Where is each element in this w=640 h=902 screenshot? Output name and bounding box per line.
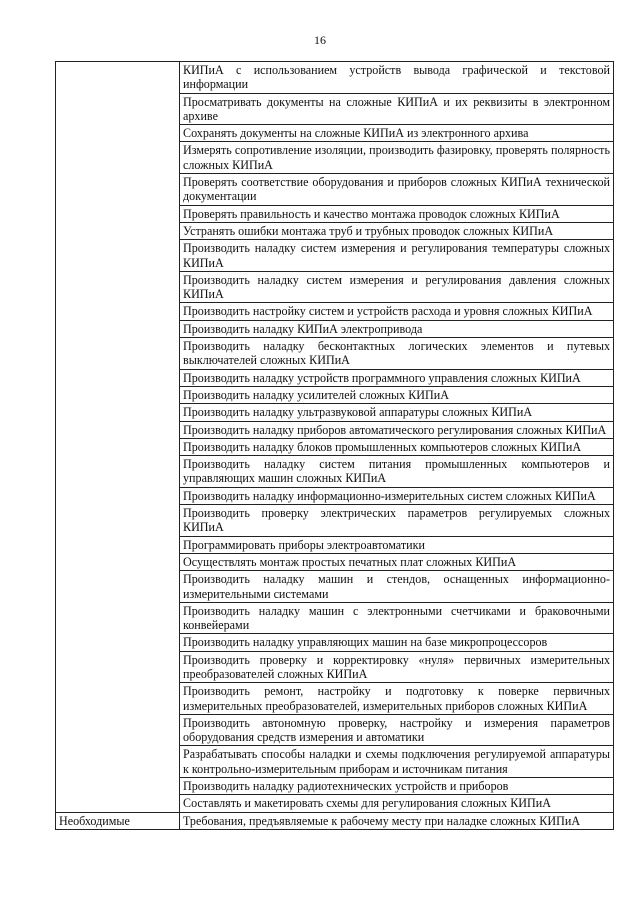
skill-cell: Измерять сопротивление изоляции, производить фазировку, проверять полярность сложных КИПиА (180, 142, 614, 174)
skill-cell: Производить наладку машин с электронными счетчиками и браковочными конвейерами (180, 602, 614, 634)
skill-cell: Производить наладку усилителей сложных КИПиА (180, 386, 614, 403)
skill-cell: Устранять ошибки монтажа труб и трубных проводок сложных КИПиА (180, 222, 614, 239)
skill-cell: Сохранять документы на сложные КИПиА из электронного архива (180, 125, 614, 142)
skill-cell: Требования, предъявляемые к рабочему месту при наладке сложных КИПиА (180, 812, 614, 829)
skill-cell: Проверять правильность и качество монтажа проводок сложных КИПиА (180, 205, 614, 222)
skill-cell: Производить проверку электрических параметров регулируемых сложных КИПиА (180, 505, 614, 537)
skill-cell: Производить проверку и корректировку «нуля» первичных измерительных преобразователей сложных КИПиА (180, 651, 614, 683)
skill-cell: Производить наладку бесконтактных логических элементов и путевых выключателей сложных КИПиА (180, 338, 614, 370)
left-cell (56, 62, 180, 813)
skill-cell: Производить наладку ультразвуковой аппаратуры сложных КИПиА (180, 404, 614, 421)
skill-cell: Просматривать документы на сложные КИПиА и их реквизиты в электронном архиве (180, 93, 614, 125)
table-row (56, 812, 614, 829)
left-cell: Необходимые (56, 812, 180, 829)
skill-cell: Производить настройку систем и устройств расхода и уровня сложных КИПиА (180, 303, 614, 320)
skill-cell: Производить наладку систем измерения и регулирования температуры сложных КИПиА (180, 240, 614, 272)
skill-cell: Производить наладку КИПиА электропривода (180, 320, 614, 337)
table-body (56, 62, 614, 830)
skill-cell: Производить наладку машин и стендов, оснащенных информационно-измерительными системами (180, 571, 614, 603)
skills-table (55, 61, 614, 830)
skill-cell: Составлять и макетировать схемы для регулирования сложных КИПиА (180, 795, 614, 812)
page-number: 16 (314, 33, 326, 47)
table-row (56, 62, 614, 94)
skill-cell: Производить наладку устройств программного управления сложных КИПиА (180, 369, 614, 386)
skill-cell: Производить ремонт, настройку и подготовку к поверке первичных измерительных преобразователей, измерительных приборов сложных КИПиА (180, 683, 614, 715)
skill-cell: Проверять соответствие оборудования и приборов сложных КИПиА технической документации (180, 174, 614, 206)
skill-cell: КИПиА с использованием устройств вывода графической и текстовой информации (180, 62, 614, 94)
skill-cell: Разрабатывать способы наладки и схемы подключения регулируемой аппаратуры к контрольно-измерительным приборам и источникам питания (180, 746, 614, 778)
skill-cell: Производить наладку управляющих машин на базе микропроцессоров (180, 634, 614, 651)
skill-cell: Производить автономную проверку, настройку и измерения параметров оборудования средств измерения и автоматики (180, 714, 614, 746)
skill-cell: Производить наладку блоков промышленных компьютеров сложных КИПиА (180, 438, 614, 455)
skill-cell: Осуществлять монтаж простых печатных плат сложных КИПиА (180, 553, 614, 570)
skill-cell: Производить наладку систем измерения и регулирования давления сложных КИПиА (180, 271, 614, 303)
skill-cell: Производить наладку радиотехнических устройств и приборов (180, 778, 614, 795)
skill-cell: Производить наладку информационно-измерительных систем сложных КИПиА (180, 487, 614, 504)
skill-cell: Программировать приборы электроавтоматики (180, 536, 614, 553)
skill-cell: Производить наладку приборов автоматического регулирования сложных КИПиА (180, 421, 614, 438)
skill-cell: Производить наладку систем питания промышленных компьютеров и управляющих машин сложных КИПиА (180, 456, 614, 488)
